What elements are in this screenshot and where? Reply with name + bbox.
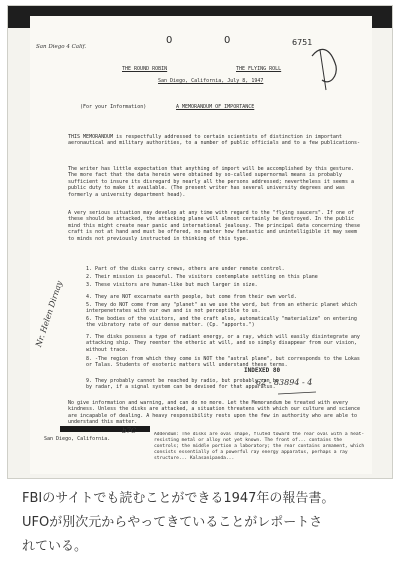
footer-code: b7C — [122, 427, 137, 435]
caption-line-3: れている。 — [22, 539, 88, 554]
list-item: 2. Their mission is peaceful. The visitors contemplate settling on this plane — [86, 274, 318, 280]
serial-left: 0 — [166, 35, 173, 46]
paragraph-1: THIS MEMORANDUM is respectfully addressed to certain scientists of distinction in important aeronautical and military authorities, to a number of public officials and to a few publications- — [68, 134, 360, 147]
fbi-memo-page — [30, 16, 372, 474]
list-item: 8. -The region from which they come is NOT the "astral plane", but corresponds to the Lokas or Talas. Students of esoteric matters will understand these terms. — [86, 356, 360, 369]
indexed-stamp: INDEXED 80 — [244, 367, 281, 374]
document-photo — [8, 6, 392, 478]
handwritten-marks — [30, 16, 372, 474]
heading-right: THE FLYING ROLL — [236, 66, 282, 72]
list-item: 3. These visitors are human-like but much larger in size. — [86, 282, 258, 288]
closing-paragraph: No give information and warning, and can do no more. Let the Memorandum be treated with every kindness. Unless the disks are attacked, a situation threatens with which our culture and science are incapable of dealing. A heavy responsibility rests upon the few in authority who are able to understand this matter. — [68, 400, 360, 426]
memo-title: A MEMORANDUM OF IMPORTANCE — [176, 104, 255, 110]
footer-location: San Diego, California. — [44, 436, 111, 442]
handwritten-location: San Diego 4 Calif. — [36, 44, 87, 50]
file-number-stamp: 62 - 83894 - 4 — [256, 378, 313, 387]
list-item: 9. They probably cannot be reached by radio, but probably can be by radar, if a signal system can be devised for that apparatus. — [86, 378, 279, 391]
paragraph-2: The writer has little expectation that anything of import will be accomplished by this gesture. The more fact that the data herein were obtained by so-called supernormal means is probably sufficient to insure its disregard by nearly all the persons addressed; nevertheless it seems a public duty to make it available. (The present writer has several university degrees and was formerly a university department head). — [68, 166, 354, 198]
photo-caption — [22, 487, 392, 559]
stamp-underline — [278, 392, 316, 394]
corner-slash — [320, 50, 326, 90]
serial-mid: 0 — [224, 35, 231, 46]
list-item: 7. The disks possess a type of radiant energy, or a ray, which will easily disintegrate any attacking ship. They reenter the etheric at will, and so simply disappear from our vision, without trace. — [86, 334, 360, 353]
list-item: 4. They are NOT excarnate earth people, but come from their own world. — [86, 294, 297, 300]
heading-left: THE ROUND ROBIN — [122, 66, 168, 72]
list-item: 6. The bodies of the visitors, and the craft also, automatically "materialize" on entering the vibratory rate of our dense matter. (Cp. "apports.") — [86, 316, 357, 329]
paragraph-3: A very serious situation may develop at any time with regard to the "flying saucers". If one of these should be attacked, the attacking plane will almost certainly be destroyed. In the public mind this might create near panic and international jealousy. The principal data concerning these craft is not at hand and must be offered, no matter how fantastic and unintelligible it may seem to minds not previously instructed in thinking of this type. — [68, 210, 360, 242]
place-date: San Diego, California, July 8, 1947 — [158, 78, 264, 84]
caption-line-2: UFOが別次元からやってきていることがレポートさ — [22, 515, 323, 530]
list-item: 1. Part of the disks carry crews, others are under remote control. — [86, 266, 285, 272]
caption-line-1: FBIのサイトでも読むことができる1947年の報告書。 — [22, 491, 335, 506]
margin-handwritten-note: Nr. Helen Dirnay — [34, 279, 64, 349]
for-info-note: (For your Information) — [80, 104, 147, 110]
list-item: 5. They do NOT come from any "planet" as we use the word, but from an etheric planet which interpenetrates with our own and is not perceptible to us. — [86, 302, 357, 315]
serial-number: 6751 — [292, 38, 313, 47]
addendum: Addendum: The disks are oval shape, fluted toward the rear oval with a heat-resisting metal or alloy not yet known. The front of... contains the controls; the middle portion a laboratory; the rear contains armament, which consists essentially of a powerful ray energy apparatus, perhaps a ray structure... Kalasanipanda... — [154, 432, 365, 461]
